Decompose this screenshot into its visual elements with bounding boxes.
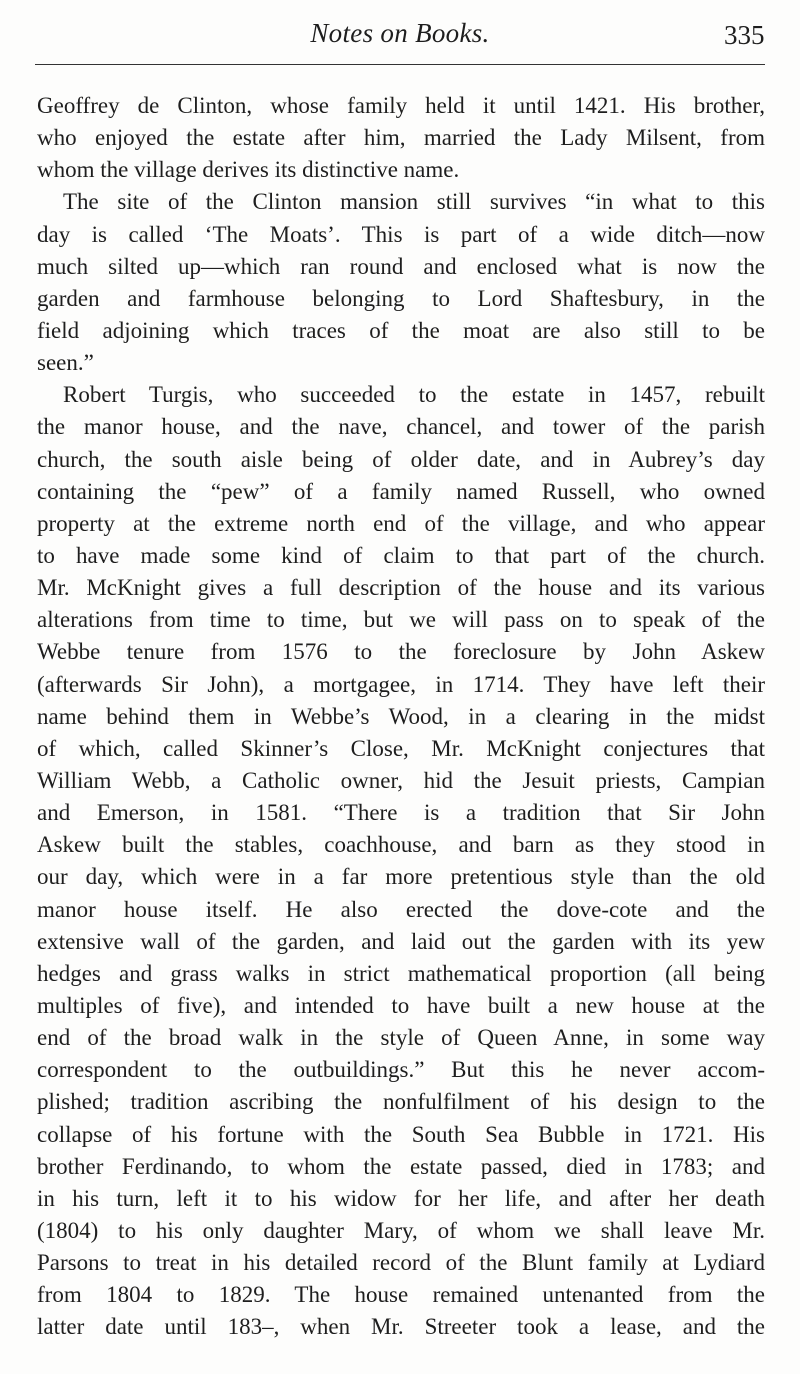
text-line: extensive wall of the garden, and laid out the garden with its yew bbox=[37, 928, 765, 954]
text-line: Askew built the stables, coachhouse, and barn as they stood in bbox=[37, 832, 765, 858]
text-line: Robert Turgis, who succeeded to the estate in 1457, rebuilt bbox=[63, 382, 765, 408]
text-line: property at the extreme north end of the village, and who appear bbox=[37, 510, 765, 536]
text-line: plished; tradition ascribing the nonfulfilment of his design to the bbox=[37, 1089, 765, 1115]
text-line: our day, which were in a far more pretentious style than the old bbox=[37, 864, 765, 890]
text-line: correspondent to the outbuildings.” But this he never accom- bbox=[37, 1057, 765, 1083]
text-line: much silted up—which ran round and enclosed what is now the bbox=[37, 253, 765, 279]
text-line: Parsons to treat in his detailed record of the Blunt family at Lydiard bbox=[37, 1250, 765, 1276]
header-rule bbox=[35, 64, 765, 65]
text-line: who enjoyed the estate after him, married the Lady Milsent, from bbox=[37, 125, 765, 151]
text-line: containing the “pew” of a family named Russell, who owned bbox=[37, 478, 765, 504]
text-line: latter date until 183–, when Mr. Streeter took a lease, and the bbox=[37, 1314, 765, 1340]
text-line: seen.” bbox=[37, 350, 94, 376]
text-line: name behind them in Webbe’s Wood, in a clearing in the midst bbox=[37, 703, 765, 729]
text-line: garden and farmhouse belonging to Lord Shaftesbury, in the bbox=[37, 285, 765, 311]
text-line: hedges and grass walks in strict mathematical proportion (all being bbox=[37, 960, 765, 986]
text-line: Mr. McKnight gives a full description of the house and its various bbox=[37, 575, 765, 601]
text-line: alterations from time to time, but we will pass on to speak of the bbox=[37, 607, 765, 633]
text-line: field adjoining which traces of the moat are also still to be bbox=[37, 317, 765, 343]
text-line: (1804) to his only daughter Mary, of whom we shall leave Mr. bbox=[37, 1217, 765, 1243]
text-line: William Webb, a Catholic owner, hid the Jesuit priests, Campian bbox=[37, 767, 765, 793]
text-line: Webbe tenure from 1576 to the foreclosure by John Askew bbox=[37, 639, 765, 665]
text-line: manor house itself. He also erected the dove-cote and the bbox=[37, 896, 765, 922]
text-line: Geoffrey de Clinton, whose family held it until 1421. His brother, bbox=[37, 93, 765, 118]
text-line: (afterwards Sir John), a mortgagee, in 1714. They have left their bbox=[37, 671, 765, 697]
page-number: 335 bbox=[724, 20, 765, 50]
text-line: day is called ‘The Moats’. This is part of a wide ditch—now bbox=[37, 221, 765, 247]
text-line: in his turn, left it to his widow for her life, and after her death bbox=[37, 1185, 765, 1211]
body-text bbox=[37, 90, 765, 1343]
text-line: whom the village derives its distinctive name. bbox=[37, 157, 460, 183]
text-line: end of the broad walk in the style of Queen Anne, in some way bbox=[37, 1025, 765, 1051]
text-line: multiples of five), and intended to have built a new house at the bbox=[37, 992, 765, 1018]
text-line: The site of the Clinton mansion still survives “in what to this bbox=[63, 189, 765, 215]
text-line: to have made some kind of claim to that part of the church. bbox=[37, 542, 765, 568]
running-title: Notes on Books. bbox=[310, 18, 490, 48]
text-line: and Emerson, in 1581. “There is a tradition that Sir John bbox=[37, 800, 765, 826]
text-line: of which, called Skinner’s Close, Mr. McKnight conjectures that bbox=[37, 735, 765, 761]
text-line: from 1804 to 1829. The house remained untenanted from the bbox=[37, 1282, 765, 1308]
text-line: brother Ferdinando, to whom the estate passed, died in 1783; and bbox=[37, 1153, 765, 1179]
text-line: church, the south aisle being of older date, and in Aubrey’s day bbox=[37, 446, 765, 472]
text-line: collapse of his fortune with the South Sea Bubble in 1721. His bbox=[37, 1121, 765, 1147]
text-line: the manor house, and the nave, chancel, and tower of the parish bbox=[37, 414, 765, 440]
